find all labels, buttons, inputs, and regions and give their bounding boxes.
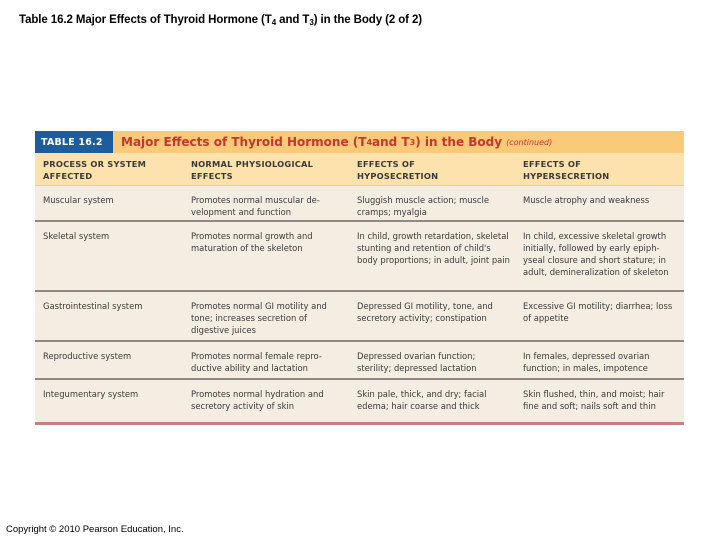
column-header-hypo: EFFECTS OF HYPOSECRETION	[357, 159, 439, 181]
table-title-text: and T	[372, 135, 410, 149]
table-title-text: Major Effects of Thyroid Hormone (T	[121, 135, 367, 149]
cell-hyper: Muscle atrophy and weakness	[523, 195, 650, 205]
table-title-text: ) in the Body	[415, 135, 503, 149]
cell-normal: Promotes normal hydration and secretory activity of skin	[191, 389, 324, 411]
cell-hyper: Skin flushed, thin, and moist; hair fine and soft; nails soft and thin	[523, 389, 665, 411]
table-title	[113, 131, 552, 153]
title-text: ) in the Body (2 of 2)	[313, 14, 423, 26]
cell-system: Muscular system	[43, 195, 114, 205]
title-subscript: 4	[271, 18, 277, 27]
cell-normal: Promotes normal muscular de-velopment and function	[191, 195, 320, 217]
cell-hyper: Excessive GI motility; diarrhea; loss of appetite	[523, 301, 673, 323]
cell-system: Integumentary system	[43, 389, 139, 399]
cell-normal: Promotes normal growth and maturation of the skeleton	[191, 231, 313, 253]
table-row	[35, 222, 684, 292]
title-text: Table 16.2 Major Effects of Thyroid Hormone (T	[19, 14, 272, 26]
table-title-subscript: 3	[409, 137, 416, 147]
table-number-tag: TABLE 16.2	[35, 131, 113, 153]
cell-system: Gastrointestinal system	[43, 301, 143, 311]
table-row	[35, 186, 684, 222]
table-row	[35, 380, 684, 425]
cell-hyper: In females, depressed ovarian function; in males, impotence	[523, 351, 650, 373]
column-header-normal: NORMAL PHYSIOLOGICAL EFFECTS	[191, 159, 314, 181]
cell-system: Skeletal system	[43, 231, 110, 241]
title-subscript: 3	[309, 18, 314, 27]
cell-system: Reproductive system	[43, 351, 132, 361]
slide-title	[19, 14, 422, 27]
cell-hyper: In child, excessive skeletal growth initially, followed by early epiph-yseal closure and short stature; in adult, demineralization of skeleton	[523, 231, 669, 277]
cell-hypo: Skin pale, thick, and dry; facial edema; hair coarse and thick	[357, 389, 487, 411]
title-text: and T	[276, 14, 310, 26]
cell-hypo: Depressed ovarian function; sterility; depressed lactation	[357, 351, 477, 373]
table-title-subscript: 4	[366, 137, 373, 147]
cell-hypo: In child, growth retardation, skeletal stunting and retention of child's body proportions; in adult, joint pain	[357, 231, 510, 265]
table-row	[35, 292, 684, 342]
table-banner	[35, 131, 684, 153]
cell-normal: Promotes normal female repro-ductive ability and lactation	[191, 351, 322, 373]
column-header-hyper: EFFECTS OF HYPERSECRETION	[523, 159, 610, 181]
continued-label: (continued)	[506, 137, 553, 147]
column-header-system: PROCESS OR SYSTEM AFFECTED	[43, 159, 147, 181]
cell-hypo: Depressed GI motility, tone, and secretory activity; constipation	[357, 301, 493, 323]
copyright-notice: Copyright © 2010 Pearson Education, Inc.	[6, 524, 184, 535]
table-body	[35, 186, 684, 425]
cell-hypo: Sluggish muscle action; muscle cramps; myalgia	[357, 195, 489, 217]
table-header-row	[35, 153, 684, 186]
cell-normal: Promotes normal GI motility and tone; increases secretion of digestive juices	[191, 301, 327, 335]
thyroid-effects-table	[35, 131, 684, 425]
table-row	[35, 342, 684, 380]
